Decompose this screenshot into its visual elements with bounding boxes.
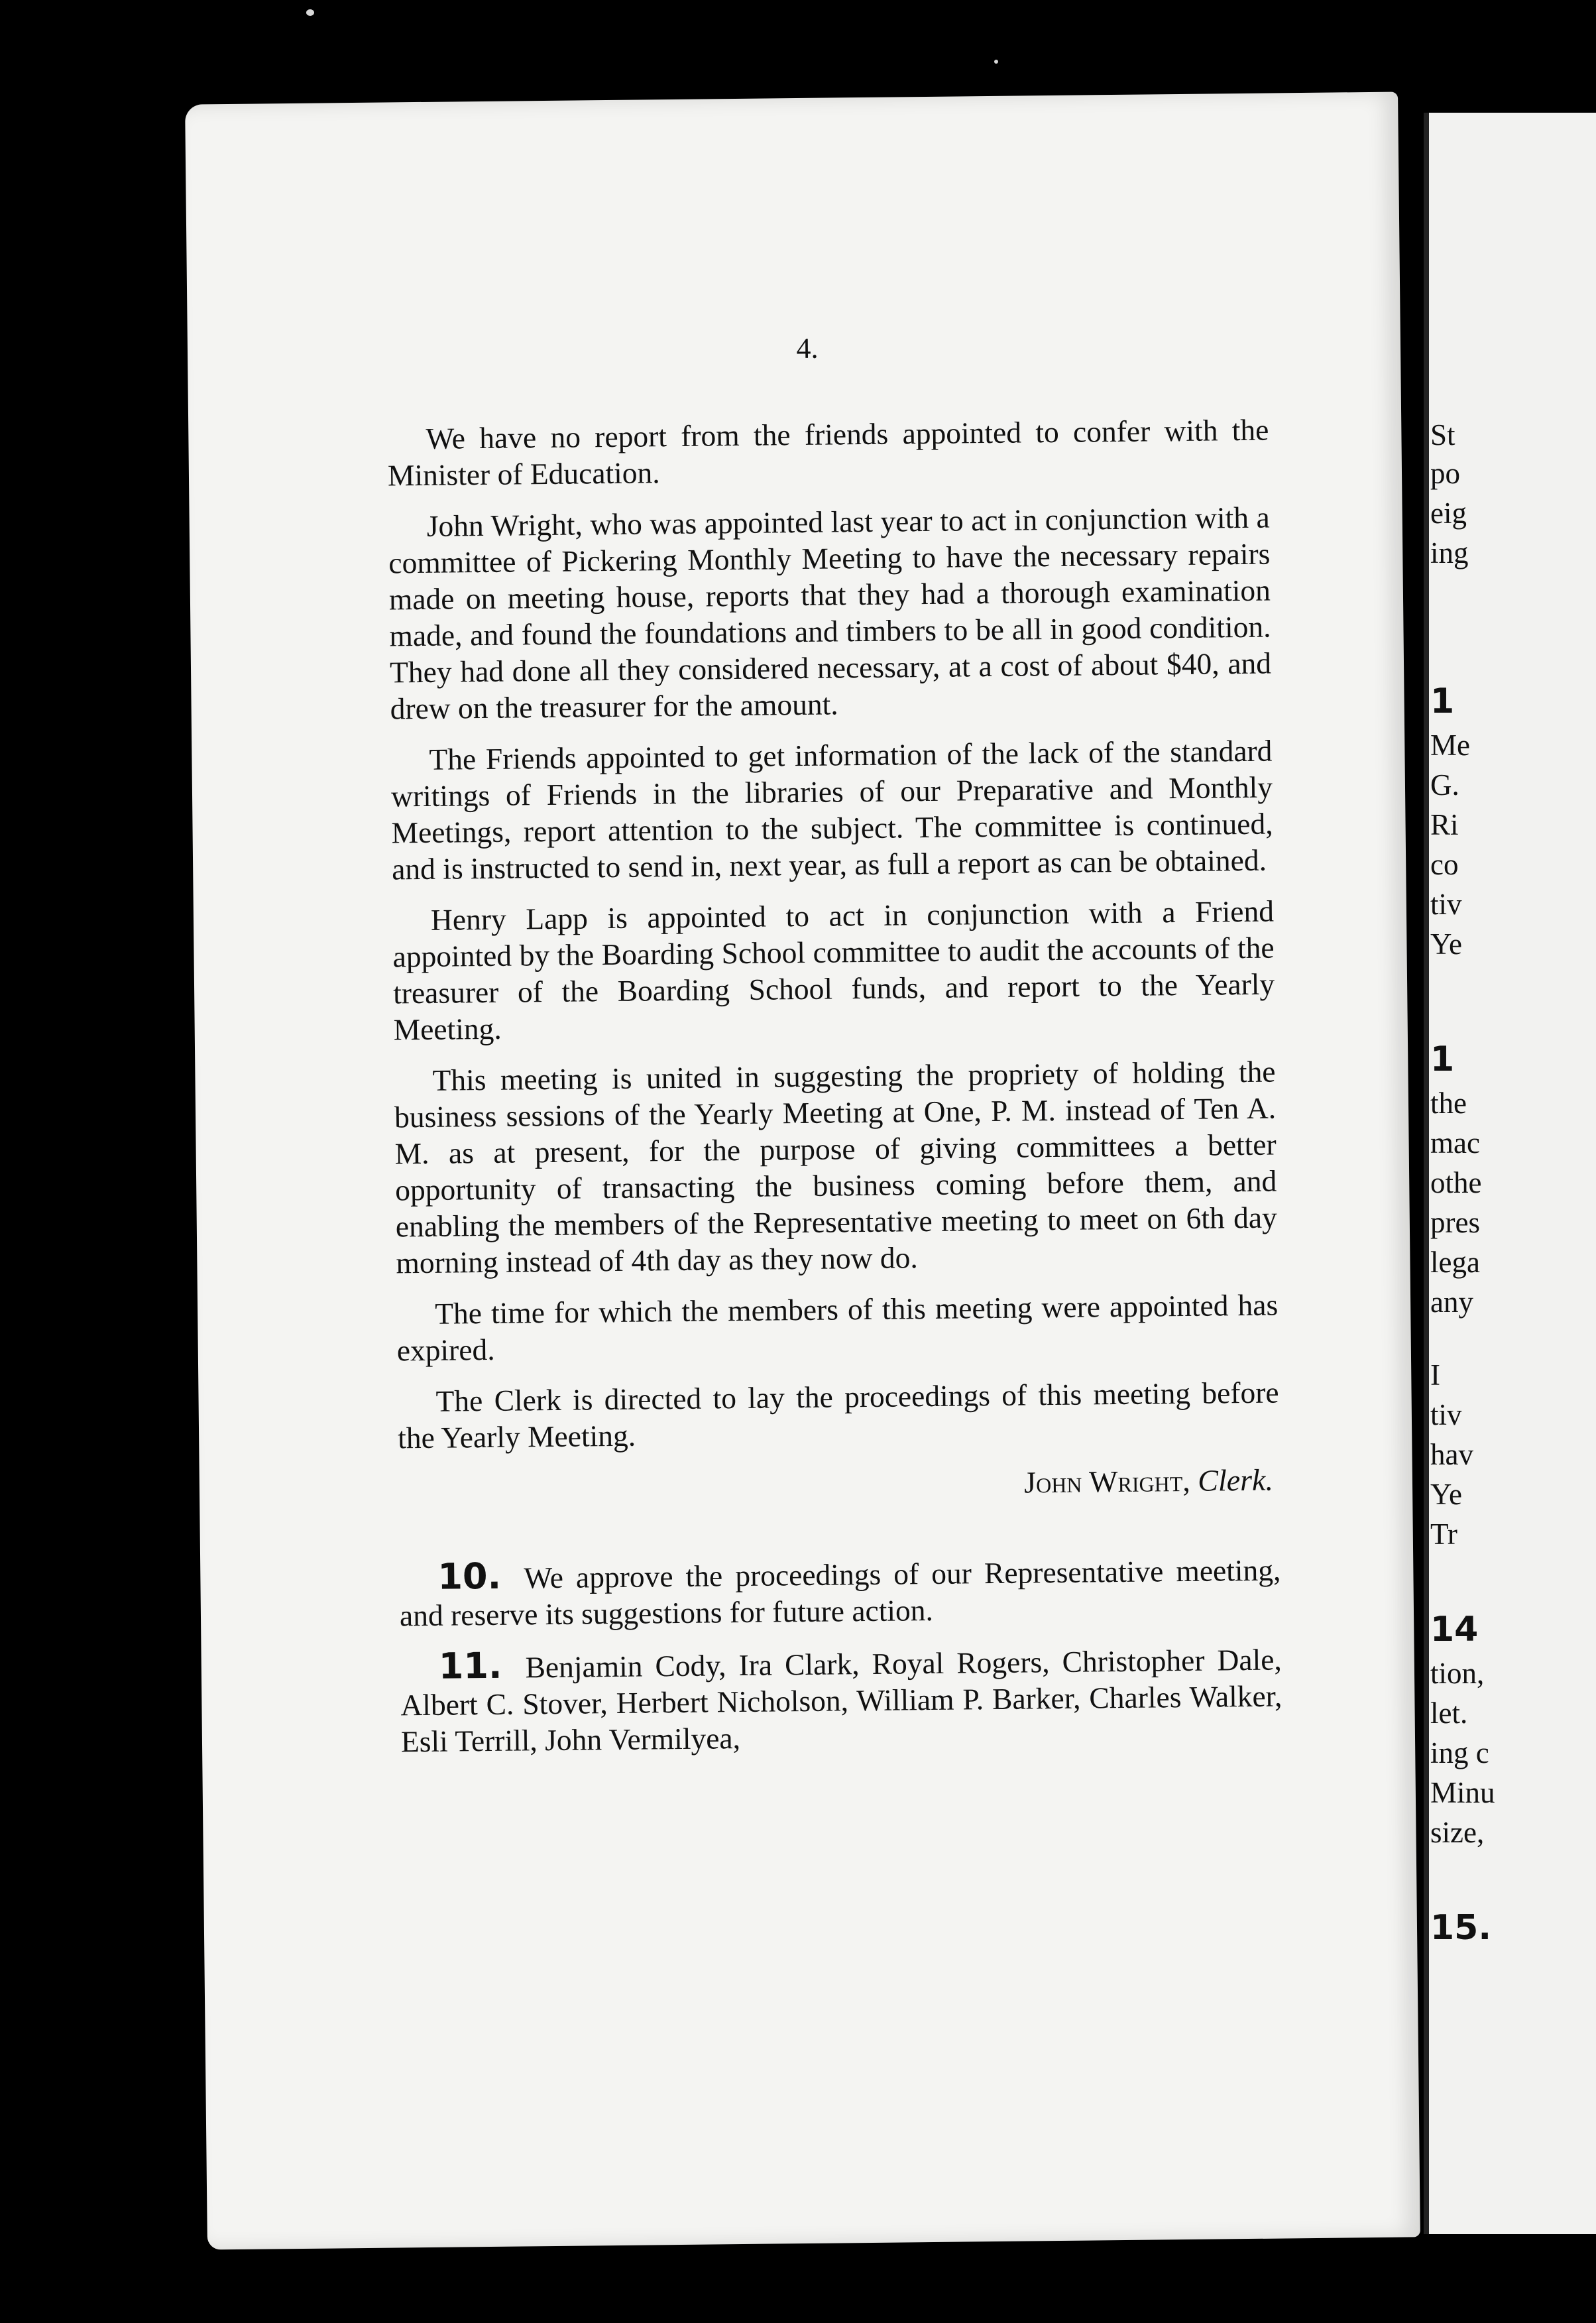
paragraph-standard-writings: The Friends appointed to get information of the lack of the standard writings of Friends in the libraries of our Preparative and Monthly Meetings, report attention to the subject. The committee is continued, and is instructed to send in, next year, as full a report as can be obtained. xyxy=(390,733,1273,886)
fragment-line: I xyxy=(1430,1358,1440,1392)
fragment-line: po xyxy=(1430,457,1460,490)
fragment-line: tiv xyxy=(1430,888,1462,921)
fragment-line: size, xyxy=(1430,1816,1485,1849)
fragment-line: hav xyxy=(1430,1438,1473,1471)
minute-11 xyxy=(400,1639,1283,1759)
fragment-line: Ye xyxy=(1430,927,1462,961)
fragment-line: ing c xyxy=(1430,1736,1489,1769)
paragraph-meeting-house-repairs: John Wright, who was appointed last year to act in conjunction with a committee of Pickering Monthly Meeting to have the necessary repairs made on meeting house, reports that they had a thorough examination made, and found the foundations and timbers to be all in good condition. They had done all they considered necessary, at a cost of about $40, and drew on the treasurer for the amount. xyxy=(388,500,1272,726)
minute-text: We approve the proceedings of our Representative meeting, and reserve its suggestions for future action. xyxy=(399,1553,1281,1633)
scan-speck xyxy=(306,9,314,16)
clerk-signature xyxy=(398,1462,1274,1508)
page-body xyxy=(387,412,1282,1775)
paragraph-session-time-suggestion: This meeting is united in suggesting the propriety of holding the business sessions of the Yearly Meeting at One, P. M. instead of Ten A. M. as at present, for the purpose of giving committees a better opportunity of transacting the business coming before them, and enabling the members of the Representative meeting to meet on 6th day morning instead of 4th day as they now do. xyxy=(394,1054,1278,1280)
fragment-line: mac xyxy=(1430,1126,1480,1160)
page-number: 4. xyxy=(796,331,819,365)
fragment-number: 15. xyxy=(1430,1908,1492,1948)
paragraph-minister-report: We have no report from the friends appointed to confer with the Minister of Education. xyxy=(387,412,1269,493)
paragraph-term-expired: The time for which the members of this meeting were appointed has expired. xyxy=(396,1287,1279,1368)
minute-number: 10. xyxy=(437,1555,502,1598)
clerk-name: John Wright, xyxy=(1023,1463,1190,1500)
fragment-line: any xyxy=(1430,1285,1473,1319)
fragment-number: 14 xyxy=(1430,1610,1479,1649)
scan-speck xyxy=(994,60,998,64)
fragment-line: Ye xyxy=(1430,1478,1462,1511)
fragment-line: the xyxy=(1430,1087,1467,1120)
fragment-line: tion, xyxy=(1430,1657,1485,1690)
fragment-line: let. xyxy=(1430,1697,1468,1730)
fragment-line: eig xyxy=(1430,497,1467,530)
paragraph-clerk-directed: The Clerk is directed to lay the proceedings of this meeting before the Yearly Meeting. xyxy=(397,1375,1279,1455)
fragment-line: Ri xyxy=(1430,808,1459,841)
minute-number: 11. xyxy=(438,1644,502,1687)
fragment-number: 1 xyxy=(1430,1040,1455,1079)
fragment-line: ing xyxy=(1430,536,1469,569)
fragment-line: St xyxy=(1430,418,1455,451)
fragment-line: lega xyxy=(1430,1246,1480,1279)
minute-text: Benjamin Cody, Ira Clark, Royal Rogers, Christopher Dale, Albert C. Stover, Herbert Nicholson, William P. Barker, Charles Walker, Esli Terrill, John Vermilyea, xyxy=(400,1642,1282,1759)
minute-10 xyxy=(399,1549,1281,1634)
clerk-role: Clerk. xyxy=(1197,1462,1274,1498)
paragraph-audit-appointment: Henry Lapp is appointed to act in conjunction with a Friend appointed by the Boarding School committee to audit the accounts of the treasurer of the Boarding School funds, and report to the Yearly Meeting. xyxy=(392,894,1275,1047)
fragment-number: 1 xyxy=(1430,682,1455,721)
fragment-line: co xyxy=(1430,848,1459,881)
left-page xyxy=(185,92,1420,2250)
fragment-line: G. xyxy=(1430,768,1459,802)
fragment-line: pres xyxy=(1430,1206,1480,1239)
fragment-line: Me xyxy=(1430,729,1470,762)
fragment-line: tiv xyxy=(1430,1398,1462,1431)
fragment-line: othe xyxy=(1430,1166,1482,1199)
fragment-line: Minu xyxy=(1430,1776,1495,1809)
fragment-line: Tr xyxy=(1430,1518,1457,1551)
